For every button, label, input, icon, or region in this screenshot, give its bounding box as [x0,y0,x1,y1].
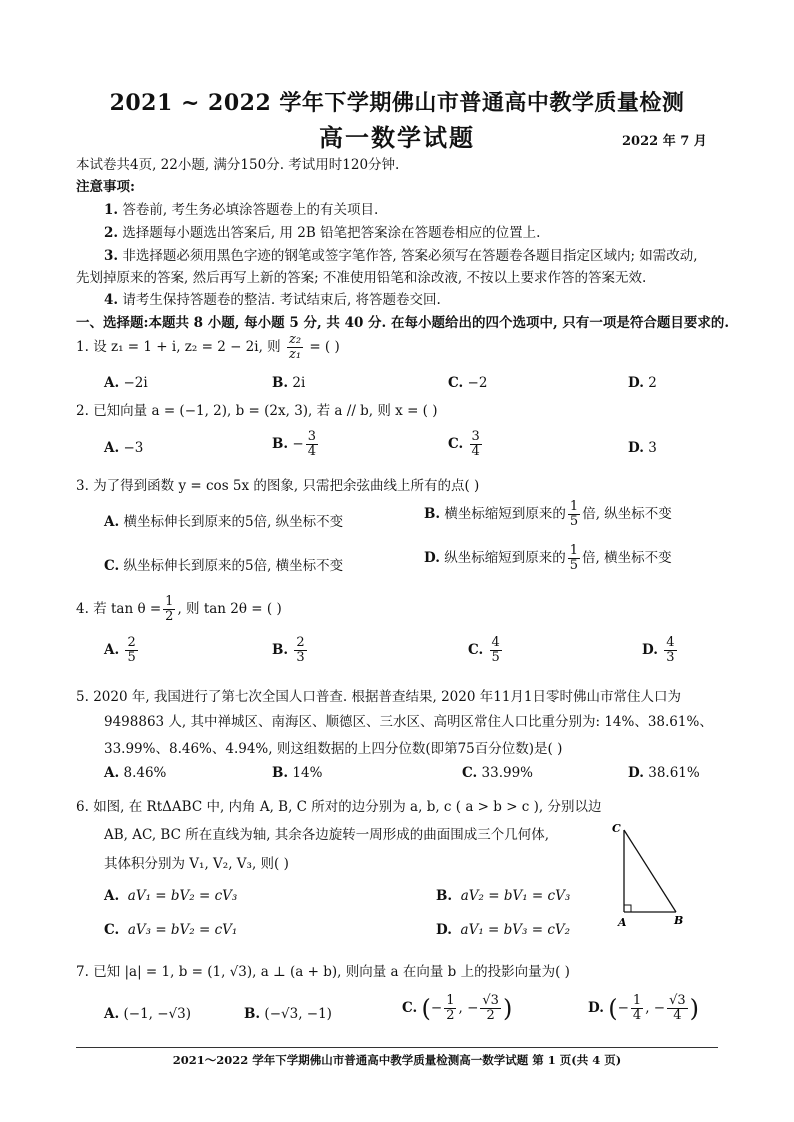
question-stem: 为了得到函数 y = cos 5x 的图象, 只需把余弦曲线上所有的点( ) [93,478,480,494]
exam-subtitle: 高一数学试题 [319,123,475,152]
question-4 [76,595,282,624]
option-a[interactable]: A. $\frac{2}{5}$ [104,635,136,665]
question-stem: 2020 年, 我国进行了第七次全国人口普查. 根据普查结果, 2020 年11月1日零时佛山市常住人口为 [93,689,681,705]
option-b[interactable]: B. 横坐标缩短到原来的 $\frac{1}{5}$ 倍, 纵坐标不变 [424,499,672,529]
option-a[interactable]: A. (−1, −√3) [104,1006,192,1022]
note-text: 先划掉原来的答案, 然后再写上新的答案; 不准使用铅笔和涂改液, 不按以上要求作答的答案无效. [76,270,647,286]
option-c[interactable]: C. $\frac{3}{4}$ [448,429,480,459]
question-2 [76,399,438,419]
question-tail: = ( ) [309,339,340,355]
question-5-line-2: 9498863 人, 其中禅城区、南海区、顺德区、三水区、高明区常住人口比重分别为: 14%、38.61%、 [104,714,713,730]
option-c[interactable]: C. 33.99% [462,765,533,781]
question-5 [76,685,681,705]
question-6-line-2: AB, AC, BC 所在直线为轴, 其余各边旋转一周形成的曲面围成三个几何体, [104,827,550,843]
question-number: 6. [76,799,89,815]
note-item-continued [76,266,646,286]
question-number: 5. [76,689,89,705]
note-item [104,288,441,308]
option-c[interactable]: C. aV₃ = bV₂ = cV₁ [104,922,238,938]
note-number: 2. [104,225,119,241]
page-footer: 2021～2022 学年下学期佛山市普通高中教学质量检测高一数学试题 第 1 页(共 4 页) [172,1053,622,1067]
question-stem: 已知 |a| = 1, b = (1, √3), a ⊥ (a + b), 则向量 a 在向量 b 上的投影向量为( ) [93,964,570,980]
option-a[interactable]: A. −2i [104,375,148,391]
note-number: 1. [104,202,119,218]
note-text: 请考生保持答题卷的整洁. 考试结束后, 将答题卷交回. [122,292,441,308]
question-number: 3. [76,478,89,494]
question-1 [76,333,340,362]
option-b[interactable]: B. (−√3, −1) [244,1006,332,1022]
note-number: 3. [104,248,119,264]
option-b[interactable]: B. aV₂ = bV₁ = cV₃ [436,888,571,904]
question-tail: , 则 tan 2θ = ( ) [177,601,282,617]
question-5-line-3: 33.99%、8.46%、4.94%, 则这组数据的上四分位数(即第75百分位数)是( ) [104,741,563,757]
side-bc [624,830,676,912]
fraction: $\frac{1}{2}$ [165,594,174,624]
vertex-b-label: B [674,914,684,927]
question-6-line-3: 其体积分别为 V₁, V₂, V₃, 则( ) [104,856,289,872]
note-item [104,221,540,241]
option-d[interactable]: D. 38.61% [628,765,700,781]
footer-divider [76,1047,718,1048]
note-item [104,244,698,264]
exam-title: 2021 ~ 2022 学年下学期佛山市普通高中教学质量检测 [109,90,685,116]
section-description: 本题共 8 小题, 每小题 5 分, 共 40 分. 在每小题给出的四个选项中, 只有一项是符合题目要求的. [148,315,730,331]
question-stem: 若 tan θ = [93,601,162,617]
note-number: 4. [104,292,119,308]
option-b[interactable]: B. − $\frac{3}{4}$ [272,429,317,459]
option-c[interactable]: C. (− $\frac{1}{2}$ , − $\frac{√3}{2}$ ) [402,993,513,1023]
option-c[interactable]: C. 纵坐标伸长到原来的5倍, 横坐标不变 [104,558,344,574]
option-a[interactable]: A. 8.46% [104,765,167,781]
option-b[interactable]: B. $\frac{2}{3}$ [272,635,305,665]
vertex-a-label: A [618,916,627,929]
exam-date: 2022 年 7 月 [622,134,707,149]
note-text: 答卷前, 考生务必填涂答题卷上的有关项目. [122,202,379,218]
option-d[interactable]: D. aV₁ = bV₃ = cV₂ [436,922,571,938]
question-number: 4. [76,601,89,617]
question-stem: 设 z₁ = 1 + i, z₂ = 2 − 2i, 则 [93,339,281,355]
fraction: $\frac{\text{z₂}}{\text{z₁}}$ [288,332,302,362]
option-c[interactable]: C. $\frac{4}{5}$ [468,635,500,665]
option-a[interactable]: A. aV₁ = bV₂ = cV₃ [104,888,238,904]
option-a[interactable]: A. 横坐标伸长到原来的5倍, 纵坐标不变 [104,514,344,530]
section-heading [76,311,729,331]
question-3 [76,474,479,494]
option-c[interactable]: C. −2 [448,375,488,391]
question-number: 7. [76,964,89,980]
vertex-c-label: C [612,822,621,835]
question-6 [76,795,602,815]
option-d[interactable]: D. 纵坐标缩短到原来的 $\frac{1}{5}$ 倍, 横坐标不变 [424,543,672,573]
option-a[interactable]: A. −3 [104,440,144,456]
right-angle-mark [624,905,631,912]
question-number: 1. [76,339,89,355]
note-text: 选择题每小题选出答案后, 用 2B 铅笔把答案涂在答题卷相应的位置上. [122,225,541,241]
option-d[interactable]: D. 2 [628,375,657,391]
option-d[interactable]: D. 3 [628,440,657,456]
question-stem: 如图, 在 RtΔABC 中, 内角 A, B, C 所对的边分别为 a, b, c ( a > b > c ), 分别以边 [93,799,602,815]
note-text: 非选择题必须用黑色字迹的钢笔或签字笔作答, 答案必须写在答题卷各题目指定区域内; 如需改动, [122,248,698,264]
option-d[interactable]: D. (− $\frac{1}{4}$ , − $\frac{√3}{4}$ ) [588,993,700,1023]
option-b[interactable]: B. 2i [272,375,306,391]
question-stem: 已知向量 a = (−1, 2), b = (2x, 3), 若 a // b, 则 x = ( ) [93,403,438,419]
intro-text: 本试卷共4页, 22小题, 满分150分. 考试用时120分钟. [76,157,400,173]
section-label: 一、选择题: [76,315,149,331]
option-d[interactable]: D. $\frac{4}{3}$ [642,635,675,665]
note-item [104,198,378,218]
question-7 [76,960,570,980]
question-number: 2. [76,403,89,419]
option-b[interactable]: B. 14% [272,765,323,781]
triangle-figure [608,818,688,930]
notes-heading: 注意事项: [76,179,135,195]
